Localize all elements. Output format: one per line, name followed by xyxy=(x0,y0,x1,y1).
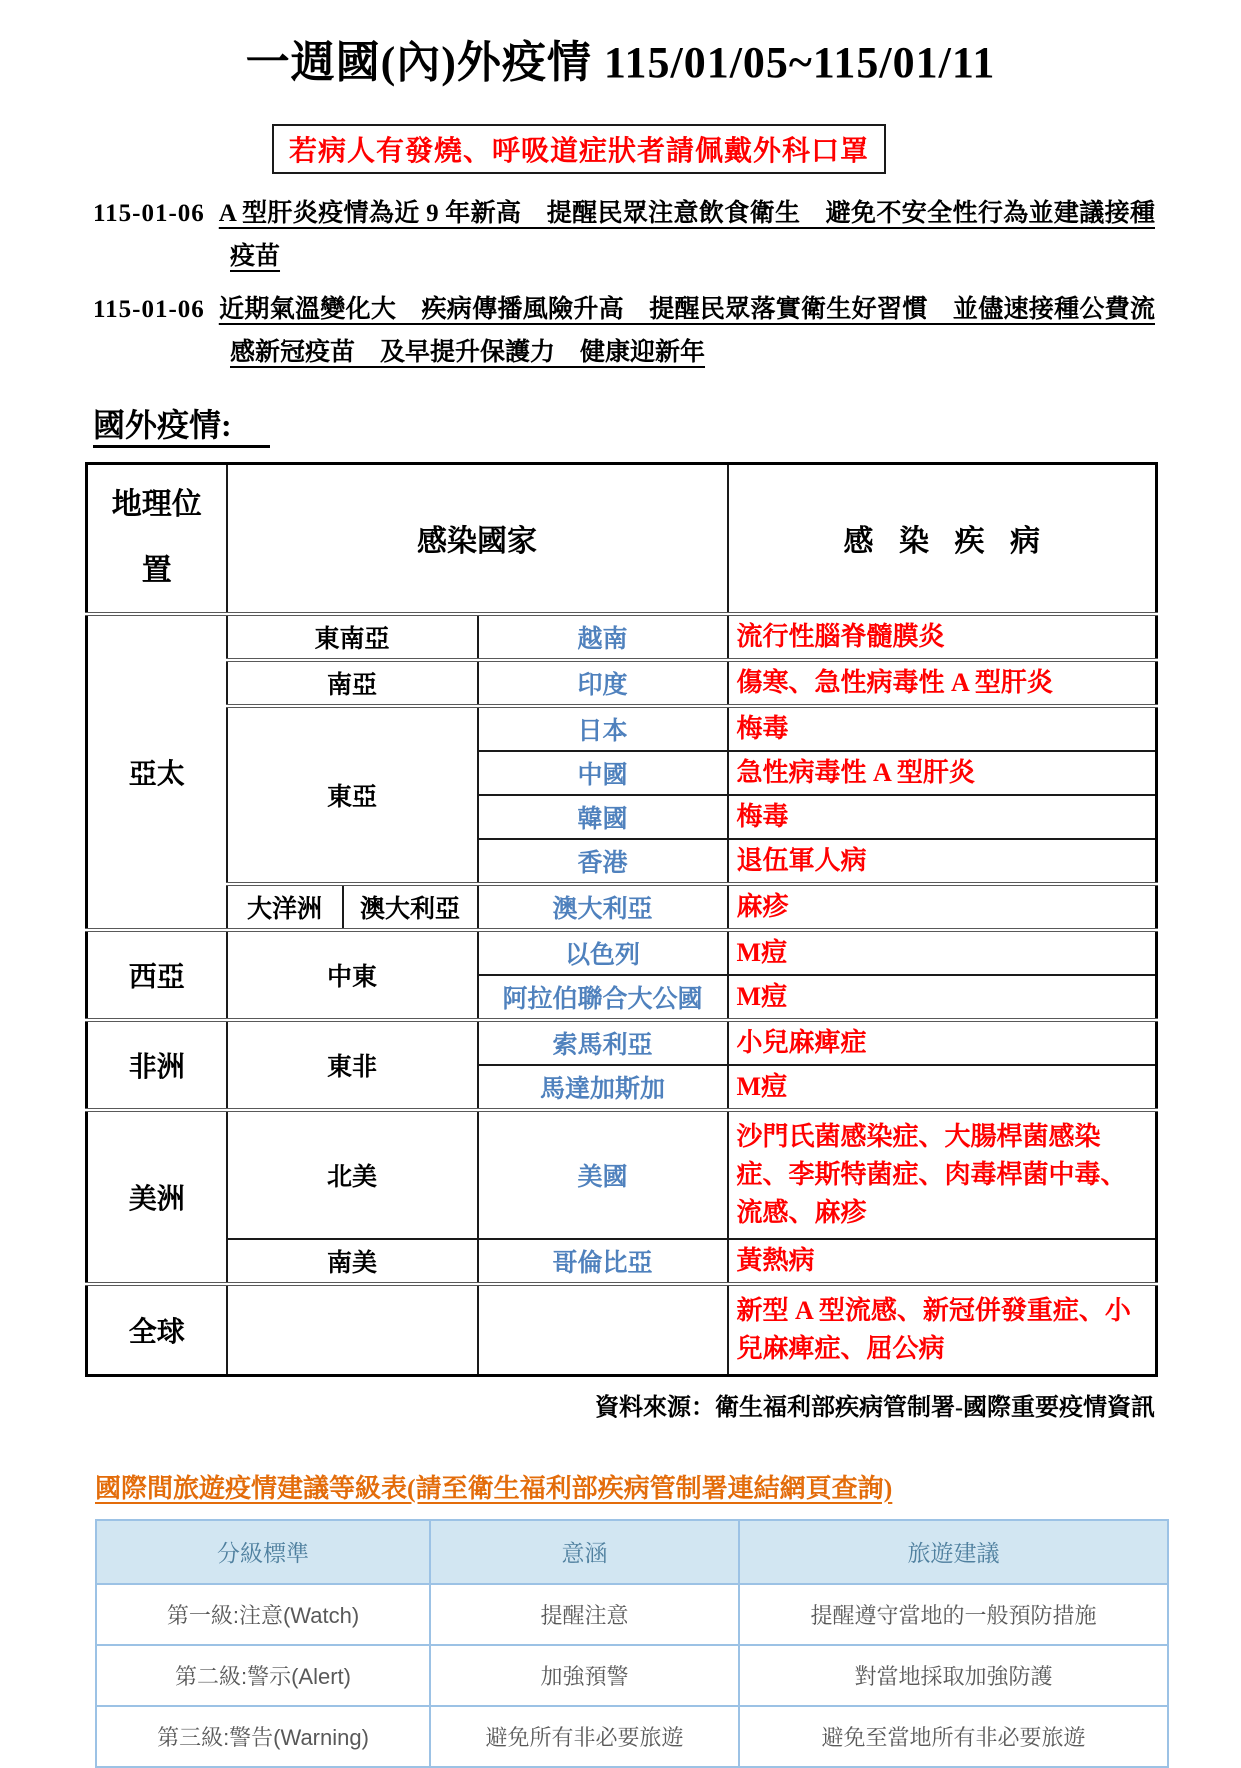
travel-advisory-heading[interactable]: 國際間旅遊疫情建議等級表(請至衛生福利部疾病管制署連結網頁查詢) xyxy=(95,1473,893,1503)
subregion-cell: 東非 xyxy=(227,1020,478,1110)
table-row xyxy=(87,1110,1157,1239)
disease-cell: 麻疹 xyxy=(728,884,1157,930)
advisory-header-row xyxy=(96,1520,1168,1584)
table-row xyxy=(87,884,1157,930)
advisory-level-cell: 第二級:警示(Alert) xyxy=(96,1645,430,1706)
table-header-row xyxy=(87,464,1157,614)
region-cell: 美洲 xyxy=(87,1110,227,1284)
disease-cell: 沙門氏菌感染症、大腸桿菌感染症、李斯特菌症、肉毒桿菌中毒、流感、麻疹 xyxy=(728,1110,1157,1239)
region-cell: 西亞 xyxy=(87,930,227,1020)
advisory-header-recommendation: 旅遊建議 xyxy=(739,1520,1168,1584)
country-cell: 索馬利亞 xyxy=(478,1020,728,1065)
page-title: 一週國(內)外疫情 115/01/05~115/01/11 xyxy=(245,38,996,87)
subregion-cell: 中東 xyxy=(227,930,478,1020)
advisory-recommendation-cell: 對當地採取加強防護 xyxy=(739,1645,1168,1706)
advisory-recommendation-cell: 提醒遵守當地的一般預防措施 xyxy=(739,1584,1168,1645)
country-cell: 韓國 xyxy=(478,795,728,839)
subregion-cell: 南亞 xyxy=(227,660,478,706)
subregion-cell-empty xyxy=(227,1284,478,1376)
advisory-row xyxy=(96,1645,1168,1706)
country-cell: 印度 xyxy=(478,660,728,706)
disease-cell: 新型 A 型流感、新冠併發重症、小兒麻痺症、屈公病 xyxy=(728,1284,1157,1376)
table-row xyxy=(87,660,1157,706)
section-title-foreign-epidemic: 國外疫情: xyxy=(93,400,1241,446)
data-source-line: 資料來源：衛生福利部疾病管制署-國際重要疫情資訊 xyxy=(595,1394,1155,1421)
table-row xyxy=(87,1239,1157,1284)
disease-cell: 黃熱病 xyxy=(728,1239,1157,1284)
advisory-header-meaning: 意涵 xyxy=(430,1520,739,1584)
disease-cell: 梅毒 xyxy=(728,706,1157,751)
advisory-recommendation-cell: 避免至當地所有非必要旅遊 xyxy=(739,1706,1168,1767)
subregion-cell: 南美 xyxy=(227,1239,478,1284)
header-disease: 感染疾病 xyxy=(728,464,1157,614)
advisory-level-cell: 第一級:注意(Watch) xyxy=(96,1584,430,1645)
country-cell: 日本 xyxy=(478,706,728,751)
header-location: 地理位置 xyxy=(87,464,227,614)
country-cell-empty xyxy=(478,1284,728,1376)
country-cell: 馬達加斯加 xyxy=(478,1065,728,1110)
country-cell: 美國 xyxy=(478,1110,728,1239)
advisory-level-cell: 第三級:警告(Warning) xyxy=(96,1706,430,1767)
subregion-cell: 北美 xyxy=(227,1110,478,1239)
disease-cell: M痘 xyxy=(728,975,1157,1020)
subregion-cell: 大洋洲 xyxy=(227,884,343,930)
news-date: 115-01-06 xyxy=(93,296,205,323)
advisory-meaning-cell: 提醒注意 xyxy=(430,1584,739,1645)
disease-cell: 梅毒 xyxy=(728,795,1157,839)
header-country: 感染國家 xyxy=(227,464,728,614)
table-row xyxy=(87,930,1157,975)
country-cell: 越南 xyxy=(478,614,728,660)
mask-alert-text: 若病人有發燒、呼吸道症狀者請佩戴外科口罩 xyxy=(288,136,869,167)
news-list xyxy=(93,192,1155,374)
advisory-header-level: 分級標準 xyxy=(96,1520,430,1584)
subregion-cell: 澳大利亞 xyxy=(343,884,478,930)
news-date: 115-01-06 xyxy=(93,200,205,227)
country-cell: 澳大利亞 xyxy=(478,884,728,930)
subregion-cell: 東亞 xyxy=(227,706,478,884)
advisory-meaning-cell: 加強預警 xyxy=(430,1645,739,1706)
disease-cell: M痘 xyxy=(728,930,1157,975)
table-row xyxy=(87,706,1157,751)
table-row xyxy=(87,1284,1157,1376)
region-cell: 非洲 xyxy=(87,1020,227,1110)
news-item xyxy=(93,288,1155,374)
disease-cell: 退伍軍人病 xyxy=(728,839,1157,884)
news-item xyxy=(93,192,1155,278)
advisory-row xyxy=(96,1706,1168,1767)
disease-cell: 傷寒、急性病毒性 A 型肝炎 xyxy=(728,660,1157,706)
country-cell: 中國 xyxy=(478,751,728,795)
news-text: 近期氣溫變化大 疾病傳播風險升高 提醒民眾落實衛生好習慣 並儘速接種公費流感新冠疫苗 及早提升保護力 健康迎新年 xyxy=(218,296,1155,366)
region-cell: 全球 xyxy=(87,1284,227,1376)
disease-cell: 急性病毒性 A 型肝炎 xyxy=(728,751,1157,795)
country-cell: 阿拉伯聯合大公國 xyxy=(478,975,728,1020)
disease-cell: 小兒麻痺症 xyxy=(728,1020,1157,1065)
disease-cell: M痘 xyxy=(728,1065,1157,1110)
news-text: A 型肝炎疫情為近 9 年新高 提醒民眾注意飲食衛生 避免不安全性行為並建議接種疫苗 xyxy=(218,200,1155,270)
travel-advisory-table xyxy=(95,1519,1169,1768)
disease-cell: 流行性腦脊髓膜炎 xyxy=(728,614,1157,660)
table-row xyxy=(87,614,1157,660)
advisory-row xyxy=(96,1584,1168,1645)
region-cell: 亞太 xyxy=(87,614,227,930)
country-cell: 以色列 xyxy=(478,930,728,975)
subregion-cell: 東南亞 xyxy=(227,614,478,660)
advisory-meaning-cell: 避免所有非必要旅遊 xyxy=(430,1706,739,1767)
mask-alert-box xyxy=(272,124,886,174)
country-cell: 香港 xyxy=(478,839,728,884)
table-row xyxy=(87,1020,1157,1065)
country-cell: 哥倫比亞 xyxy=(478,1239,728,1284)
foreign-epidemic-table xyxy=(85,462,1158,1377)
